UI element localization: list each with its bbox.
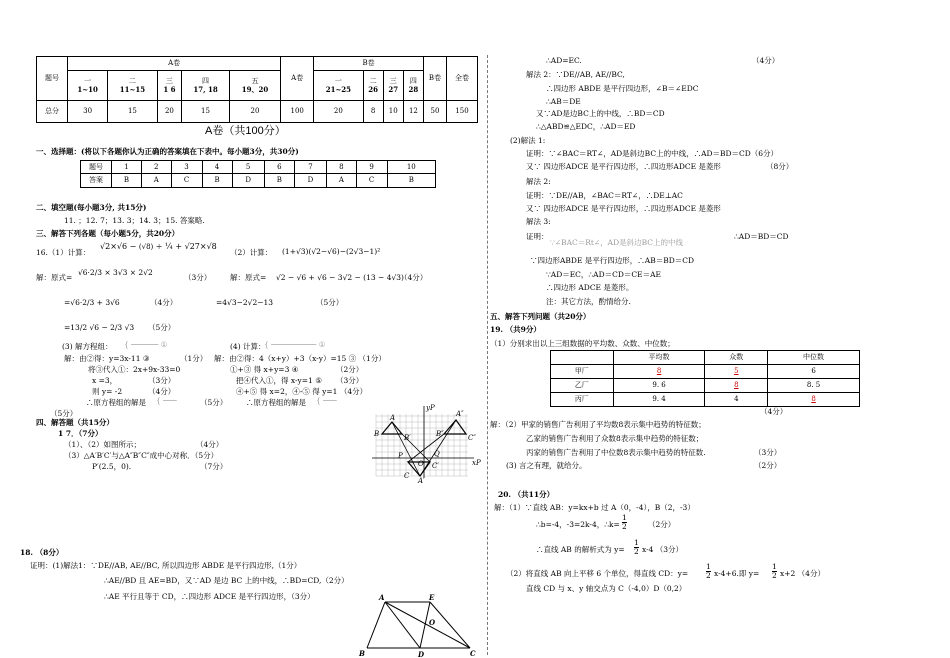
- group-b-col: [403, 71, 423, 101]
- section-1-heading: 一、选择题：(将以下各题你认为正确的答案填在下表中。每小题3分，共30分): [36, 147, 299, 156]
- q16-sol-1: 解：由②得：y=3x-11 ③: [64, 354, 150, 363]
- group-a-col: [157, 71, 182, 101]
- r-line-9-score: （8分）: [766, 162, 794, 171]
- column-divider: [487, 55, 488, 655]
- grid-label-a-prime: A′: [418, 477, 425, 484]
- section-4-heading: 四、解答题（共15分）: [36, 418, 114, 427]
- system-1-image: { ────── ①: [124, 340, 168, 349]
- grid-label-o: O: [418, 460, 424, 468]
- q18-line-1: 证明：(1)解法1：∵DE//AB, AE//BC, 所以四边形 ABDE 是平行四边形,（1分）: [30, 561, 302, 570]
- q18-line-3: ∴AE 平行且等于 CD，∴四边形 ADCE 是平行四边形，（3分）: [104, 592, 315, 601]
- answer-value: B: [264, 174, 294, 188]
- grid-label-b-dprime: B″: [436, 430, 444, 438]
- group-b-col: [314, 71, 363, 101]
- answer-number: 10: [387, 161, 435, 174]
- q19-heading: 19. （共9分）: [490, 325, 541, 334]
- answer-value: B: [387, 174, 435, 188]
- group-a-col: [229, 71, 280, 101]
- q17-part1: （1）、（2）如图所示；: [64, 440, 142, 449]
- system-2-image: { ────────── ①: [264, 340, 326, 349]
- coordinate-grid-figure: [368, 402, 482, 484]
- stat-header: 中位数: [768, 351, 860, 365]
- q16-part2: （2）计算：: [230, 248, 273, 257]
- answer-value: A: [142, 174, 172, 188]
- total-a-header: A卷: [281, 57, 314, 101]
- stat-value-highlight: 8: [734, 381, 739, 390]
- answer-number: 8: [327, 161, 357, 174]
- col-range: 11~15: [119, 84, 146, 94]
- grid-axis-y-label: yP: [426, 404, 435, 412]
- group-a-header: A卷: [68, 57, 281, 71]
- r-line-1: ∴AD=EC.: [546, 56, 582, 65]
- q16-sol-4b: ④+⑤ 得 x=2，④-⑤ 得 y=1 （4分）: [236, 387, 368, 396]
- score-value: 50: [424, 101, 447, 123]
- factory-name: 甲厂: [551, 365, 614, 379]
- fig-label-e: E: [429, 593, 435, 602]
- r-line-1-score: （4分）: [752, 56, 780, 65]
- stat-value: [768, 393, 860, 407]
- frac-den: 2: [634, 546, 639, 556]
- q17-part1-score: （4分）: [196, 440, 224, 449]
- answer-table-label-a: 答案: [81, 174, 112, 188]
- q19-part3-score: （2分）: [754, 461, 782, 470]
- solution-2-image: { ───: [316, 396, 337, 405]
- q16-sol-6-score: （5分）: [50, 409, 78, 418]
- grid-label-p: P: [398, 452, 403, 460]
- col-range: 1 6: [163, 84, 176, 94]
- factory-name: 乙厂: [551, 379, 614, 393]
- q17-point: P′(2.5，0).: [92, 462, 132, 471]
- r-line-6: ∴△ABD≌△EDC，∴AD＝ED: [536, 122, 636, 131]
- q16-step2-expr: =√6·2/3 + 3√6: [64, 298, 120, 307]
- q20-line-3: ∴直线 AB 的解析式为 y=: [536, 545, 625, 554]
- fig-label-d: D: [418, 650, 425, 658]
- r-line-15: ∵四边形ABDE 是平行四边形，∴AB＝BD＝CD: [530, 256, 695, 265]
- r-line-4: ∴AB＝DE: [546, 97, 581, 106]
- section-5-heading: 五、解答下列问题（共20分）: [490, 312, 591, 321]
- q16-sol-4: 则 y= -2: [92, 387, 123, 396]
- score-table: [36, 56, 478, 123]
- stat-value: 4: [705, 393, 768, 407]
- group-a-col: [182, 71, 229, 101]
- q20-line-3b: x-4 （3分）: [642, 545, 684, 554]
- q16-sol-5b: ∴原方程组的解是: [246, 398, 306, 407]
- answer-number: 5: [232, 161, 264, 174]
- answer-table-label-q: 题号: [81, 161, 112, 174]
- group-a-col: [68, 71, 108, 101]
- group-b-col: [383, 71, 403, 101]
- r-line-17: ∴四边形 ADCE 是菱形。: [546, 283, 634, 292]
- r-line-18: 注：其它方法，酌情给分.: [546, 297, 631, 306]
- r-line-13: 解法 3:: [526, 217, 551, 226]
- q16-sol-2b: ①+③ 得 x+y=3 ④: [230, 365, 299, 374]
- frac-den: 2: [622, 521, 627, 531]
- frac-num: 1: [622, 513, 627, 522]
- col-name: 一: [334, 77, 342, 86]
- r-line-2: 解法 2：∵DE//AB, AE//BC,: [526, 70, 625, 79]
- answer-value: C: [356, 174, 387, 188]
- q16-step1-expr: √6·2/3 × 3√3 × 2√2: [78, 268, 153, 277]
- q20-line-5: 直线 CD 与 x、y 轴交点为 C（-4,0）D（0,2）: [526, 584, 687, 593]
- q16-part1: 16.（1）计算：: [36, 248, 91, 257]
- table-row: [551, 379, 860, 393]
- q16-sol-5-score: （5分）: [200, 398, 228, 407]
- q18-line-2: ∴AE//BD 且 AE=BD，又∵AD 是边 BC 上的中线，∴BD=CD,（2分）: [104, 576, 349, 585]
- stat-value-highlight: 8: [811, 395, 816, 404]
- q16-sol-5: ∴原方程组的解是: [86, 398, 146, 407]
- q20-frac-3: [706, 563, 711, 579]
- factory-stats-table: [550, 350, 860, 407]
- col-name: 一: [84, 77, 92, 86]
- q19-part1: （1）分别求出以上三组数据的平均数、众数、中位数；: [490, 339, 675, 348]
- answer-value: B: [112, 174, 142, 188]
- grid-label-a: A: [390, 414, 396, 422]
- col-name: 二: [128, 77, 136, 86]
- score-value: 8: [363, 101, 383, 123]
- r-line-11: 证明：∵DE//AB，∠BAC＝RT∠，∴DE⊥AC: [526, 191, 683, 200]
- col-range: 19、20: [241, 84, 269, 94]
- table-score: （4分）: [760, 407, 788, 416]
- stat-value-highlight: 5: [734, 367, 739, 376]
- answer-number: 2: [142, 161, 172, 174]
- score-value: 15: [108, 101, 157, 123]
- r-line-3: ∴四边形 ABDE 是平行四边形，∠B＝∠EDC: [546, 84, 699, 93]
- r-line-7: (2)解法 1:: [510, 136, 546, 145]
- col-range: 21~25: [325, 84, 352, 94]
- stat-header: 众数: [705, 351, 768, 365]
- stat-header: [551, 351, 614, 365]
- table-row: [551, 365, 860, 379]
- score-value: 20: [229, 101, 280, 123]
- q16-part1-expr: √2×√6 − (√8) ÷ ¼ + √27×√8: [100, 242, 217, 251]
- r-line-16: ∵AD＝EC，∴AD＝CD＝CE＝AE: [546, 270, 661, 279]
- col-range: 1~10: [77, 84, 98, 94]
- q16-sol-3b-score: （3分）: [336, 376, 364, 385]
- stat-header: 平均数: [613, 351, 705, 365]
- q20-heading: 20. （共11分）: [498, 490, 555, 499]
- q16-sol-4-score: （4分）: [148, 387, 176, 396]
- q20-line-4: （2）将直线 AB 向上平移 6 个单位，得直线 CD：y=: [506, 569, 689, 578]
- frac-den: 2: [772, 570, 777, 580]
- col-range: 26: [368, 84, 378, 94]
- r-line-5: 又∵AD是边BC上的中线，∴BD＝CD: [536, 109, 665, 118]
- q16-step3-expr: =13/2 √6 − 2/3 √3: [64, 323, 135, 332]
- grid-label-c: C: [404, 472, 410, 480]
- grid-label-b-prime: B′: [404, 434, 411, 442]
- score-value: 30: [68, 101, 108, 123]
- q17-part3: （3）△A′B′C′与△A″B″C″成中心对称．（5分）: [64, 451, 219, 460]
- col-range: 27: [388, 84, 399, 94]
- q18-heading: 18. （8分）: [20, 548, 64, 557]
- group-b-header: B卷: [314, 57, 424, 71]
- grid-label-q: Q: [434, 450, 440, 458]
- q20-frac-4: [772, 563, 777, 579]
- r-line-14-c: ∴AD＝BD＝CD: [734, 232, 789, 241]
- stat-value: 9. 6: [613, 379, 705, 393]
- score-value: 20: [157, 101, 182, 123]
- answer-value: D: [232, 174, 264, 188]
- score-value: 150: [447, 101, 478, 123]
- q16-part2-expr: (1+√3)(√2−√6)−(2√3−1)²: [282, 247, 381, 256]
- factory-name: 丙厂: [551, 393, 614, 407]
- fig-label-c: C: [470, 649, 476, 658]
- q16-step1: 解：原式=: [36, 273, 73, 282]
- q20-line-2: ∴b=-4，-3=2k-4，∴k=: [536, 520, 620, 529]
- answer-table: [80, 160, 436, 188]
- score-total-label: 总分: [37, 101, 68, 123]
- answer-number: 9: [356, 161, 387, 174]
- col-name: 二: [369, 77, 377, 86]
- q16-step2-score: （4分）: [150, 298, 178, 307]
- q20-line-2-score: （2分）: [648, 520, 676, 529]
- answer-value: D: [294, 174, 326, 188]
- col-range: 17, 18: [193, 84, 218, 94]
- score-value: 100: [281, 101, 314, 123]
- q20-frac-1: [622, 514, 627, 530]
- group-b-col: [363, 71, 383, 101]
- grid-label-a-dprime: A″: [456, 410, 464, 418]
- section-3-heading: 三、解答下列各题（每小题5分，共20分）: [36, 229, 180, 238]
- score-row-label: 题号: [37, 57, 68, 101]
- q19-part2-b: 乙家的销售广告利用了众数8表示集中趋势的特征数；: [526, 434, 704, 443]
- stat-value: [705, 365, 768, 379]
- q16-sol-3-score: （3分）: [148, 376, 176, 385]
- q16-part4: (4) 计算：: [230, 342, 266, 351]
- q16-sol-1-score: （1分）: [180, 354, 208, 363]
- answer-number: 4: [202, 161, 232, 174]
- q16-step1b: 解：原式=: [230, 273, 267, 282]
- q16-step2b: =4√3−2√2−13: [216, 298, 274, 307]
- r-line-8: 证明：∵∠BAC＝RT∠，AD是斜边BC上的中线，∴AD＝BD＝CD（6分）: [526, 149, 779, 158]
- r-line-14-a: 证明：: [526, 232, 549, 241]
- q17-point-score: （7分）: [200, 462, 228, 471]
- q20-line-1: 解：（1）∵直线 AB：y=kx+b 过 A（0，-4），B（2，-3）: [494, 503, 695, 512]
- total-b-header: B卷: [424, 57, 447, 101]
- q20-frac-2: [634, 539, 639, 555]
- q19-part3: (3) 言之有理，就给分。: [506, 461, 587, 470]
- score-value: 12: [403, 101, 423, 123]
- stat-value: [613, 365, 705, 379]
- q16-step1b-score: （4分）: [400, 273, 428, 282]
- r-line-14-b: ∵∠BAC＝Rt∠，AD是斜边BC上的中线: [550, 238, 683, 247]
- page-title: A卷（共100分）: [205, 125, 286, 137]
- group-a-col: [108, 71, 157, 101]
- stat-value: 8. 5: [768, 379, 860, 393]
- col-range: 28: [408, 84, 419, 94]
- q16-sol-3b: 把④代入①，得 x-y=1 ⑤: [236, 376, 322, 385]
- answer-number: 6: [264, 161, 294, 174]
- solution-1-image: { ───: [156, 396, 177, 405]
- grid-label-b: B: [374, 430, 380, 438]
- frac-num: 1: [706, 562, 711, 571]
- grid-axis-x-label: xP: [472, 459, 481, 467]
- score-value: 10: [383, 101, 403, 123]
- q17-heading: 1 7．（7分）: [58, 429, 103, 438]
- answer-value: B: [202, 174, 232, 188]
- score-value: 20: [314, 101, 363, 123]
- q16-part3: (3) 解方程组：: [62, 342, 113, 351]
- section-2-answers: 11. ；12. 7；13. 3；14. 3；15. 答案略.: [64, 216, 205, 225]
- stat-value: 9. 4: [613, 393, 705, 407]
- q20-line-4c: x+2 （4分）: [780, 569, 825, 578]
- fig-label-a: A: [379, 593, 385, 602]
- frac-num: 1: [772, 562, 777, 571]
- grand-total-header: 全卷: [447, 57, 478, 101]
- q16-sol-1b: 解：由②得：4（x+y）+3（x-y）=15 ③ （1分）: [214, 354, 386, 363]
- grid-label-c-prime: C′: [432, 462, 439, 470]
- parallelogram-figure: [355, 592, 485, 658]
- q16-sol-2: 将③代入①：2x+9x-33=0: [88, 365, 181, 374]
- q16-sol-3: x =3，: [92, 376, 118, 385]
- table-row: [551, 393, 860, 407]
- q16-step3-score: （5分）: [148, 323, 176, 332]
- q19-part2-a: 解：（2）甲家的销售广告利用了平均数8表示集中趋势的特征数；: [490, 420, 706, 429]
- q16-step1b-expr: √2 − √6 + √6 − 3√2 − (13 − 4√3): [276, 273, 404, 282]
- answer-number: 7: [294, 161, 326, 174]
- grid-label-c-dprime: C″: [468, 434, 476, 442]
- answer-value: A: [327, 174, 357, 188]
- score-value: 15: [182, 101, 229, 123]
- q16-sol-2b-score: （2分）: [336, 365, 364, 374]
- fig-label-o: O: [429, 618, 436, 627]
- col-name: 四: [409, 77, 417, 86]
- fig-label-b: B: [359, 649, 365, 658]
- r-line-9: 又∵ 四边形ADCE 是平行四边形，∴四边形ADCE 是菱形: [526, 162, 721, 171]
- section-2-heading: 二、填空题(每小题3分, 共15分): [36, 203, 147, 212]
- answer-value: C: [171, 174, 202, 188]
- stat-value: 6: [768, 365, 860, 379]
- col-name: 五: [251, 77, 259, 86]
- q16-step2b-score: （5分）: [316, 298, 344, 307]
- q16-step1-score: （3分）: [184, 273, 212, 282]
- frac-den: 2: [706, 570, 711, 580]
- col-name: 三: [165, 77, 173, 86]
- q19-part2-c-score: （3分）: [754, 448, 782, 457]
- stat-value: [705, 379, 768, 393]
- frac-num: 1: [634, 538, 639, 547]
- r-line-12: 又∵ 四边形ADCE 是平行四边形，∴四边形ADCE 是菱形: [526, 204, 721, 213]
- col-name: 四: [202, 77, 209, 86]
- answer-number: 1: [112, 161, 142, 174]
- q20-line-4b: x-4+6.即 y=: [714, 569, 760, 578]
- q19-part2-c: 丙家的销售广告利用了中位数8表示集中趋势的特征数.: [526, 448, 706, 457]
- stat-value-highlight: 8: [656, 367, 662, 376]
- col-name: 三: [389, 77, 397, 86]
- r-line-10: 解法 2:: [526, 177, 551, 186]
- answer-number: 3: [171, 161, 202, 174]
